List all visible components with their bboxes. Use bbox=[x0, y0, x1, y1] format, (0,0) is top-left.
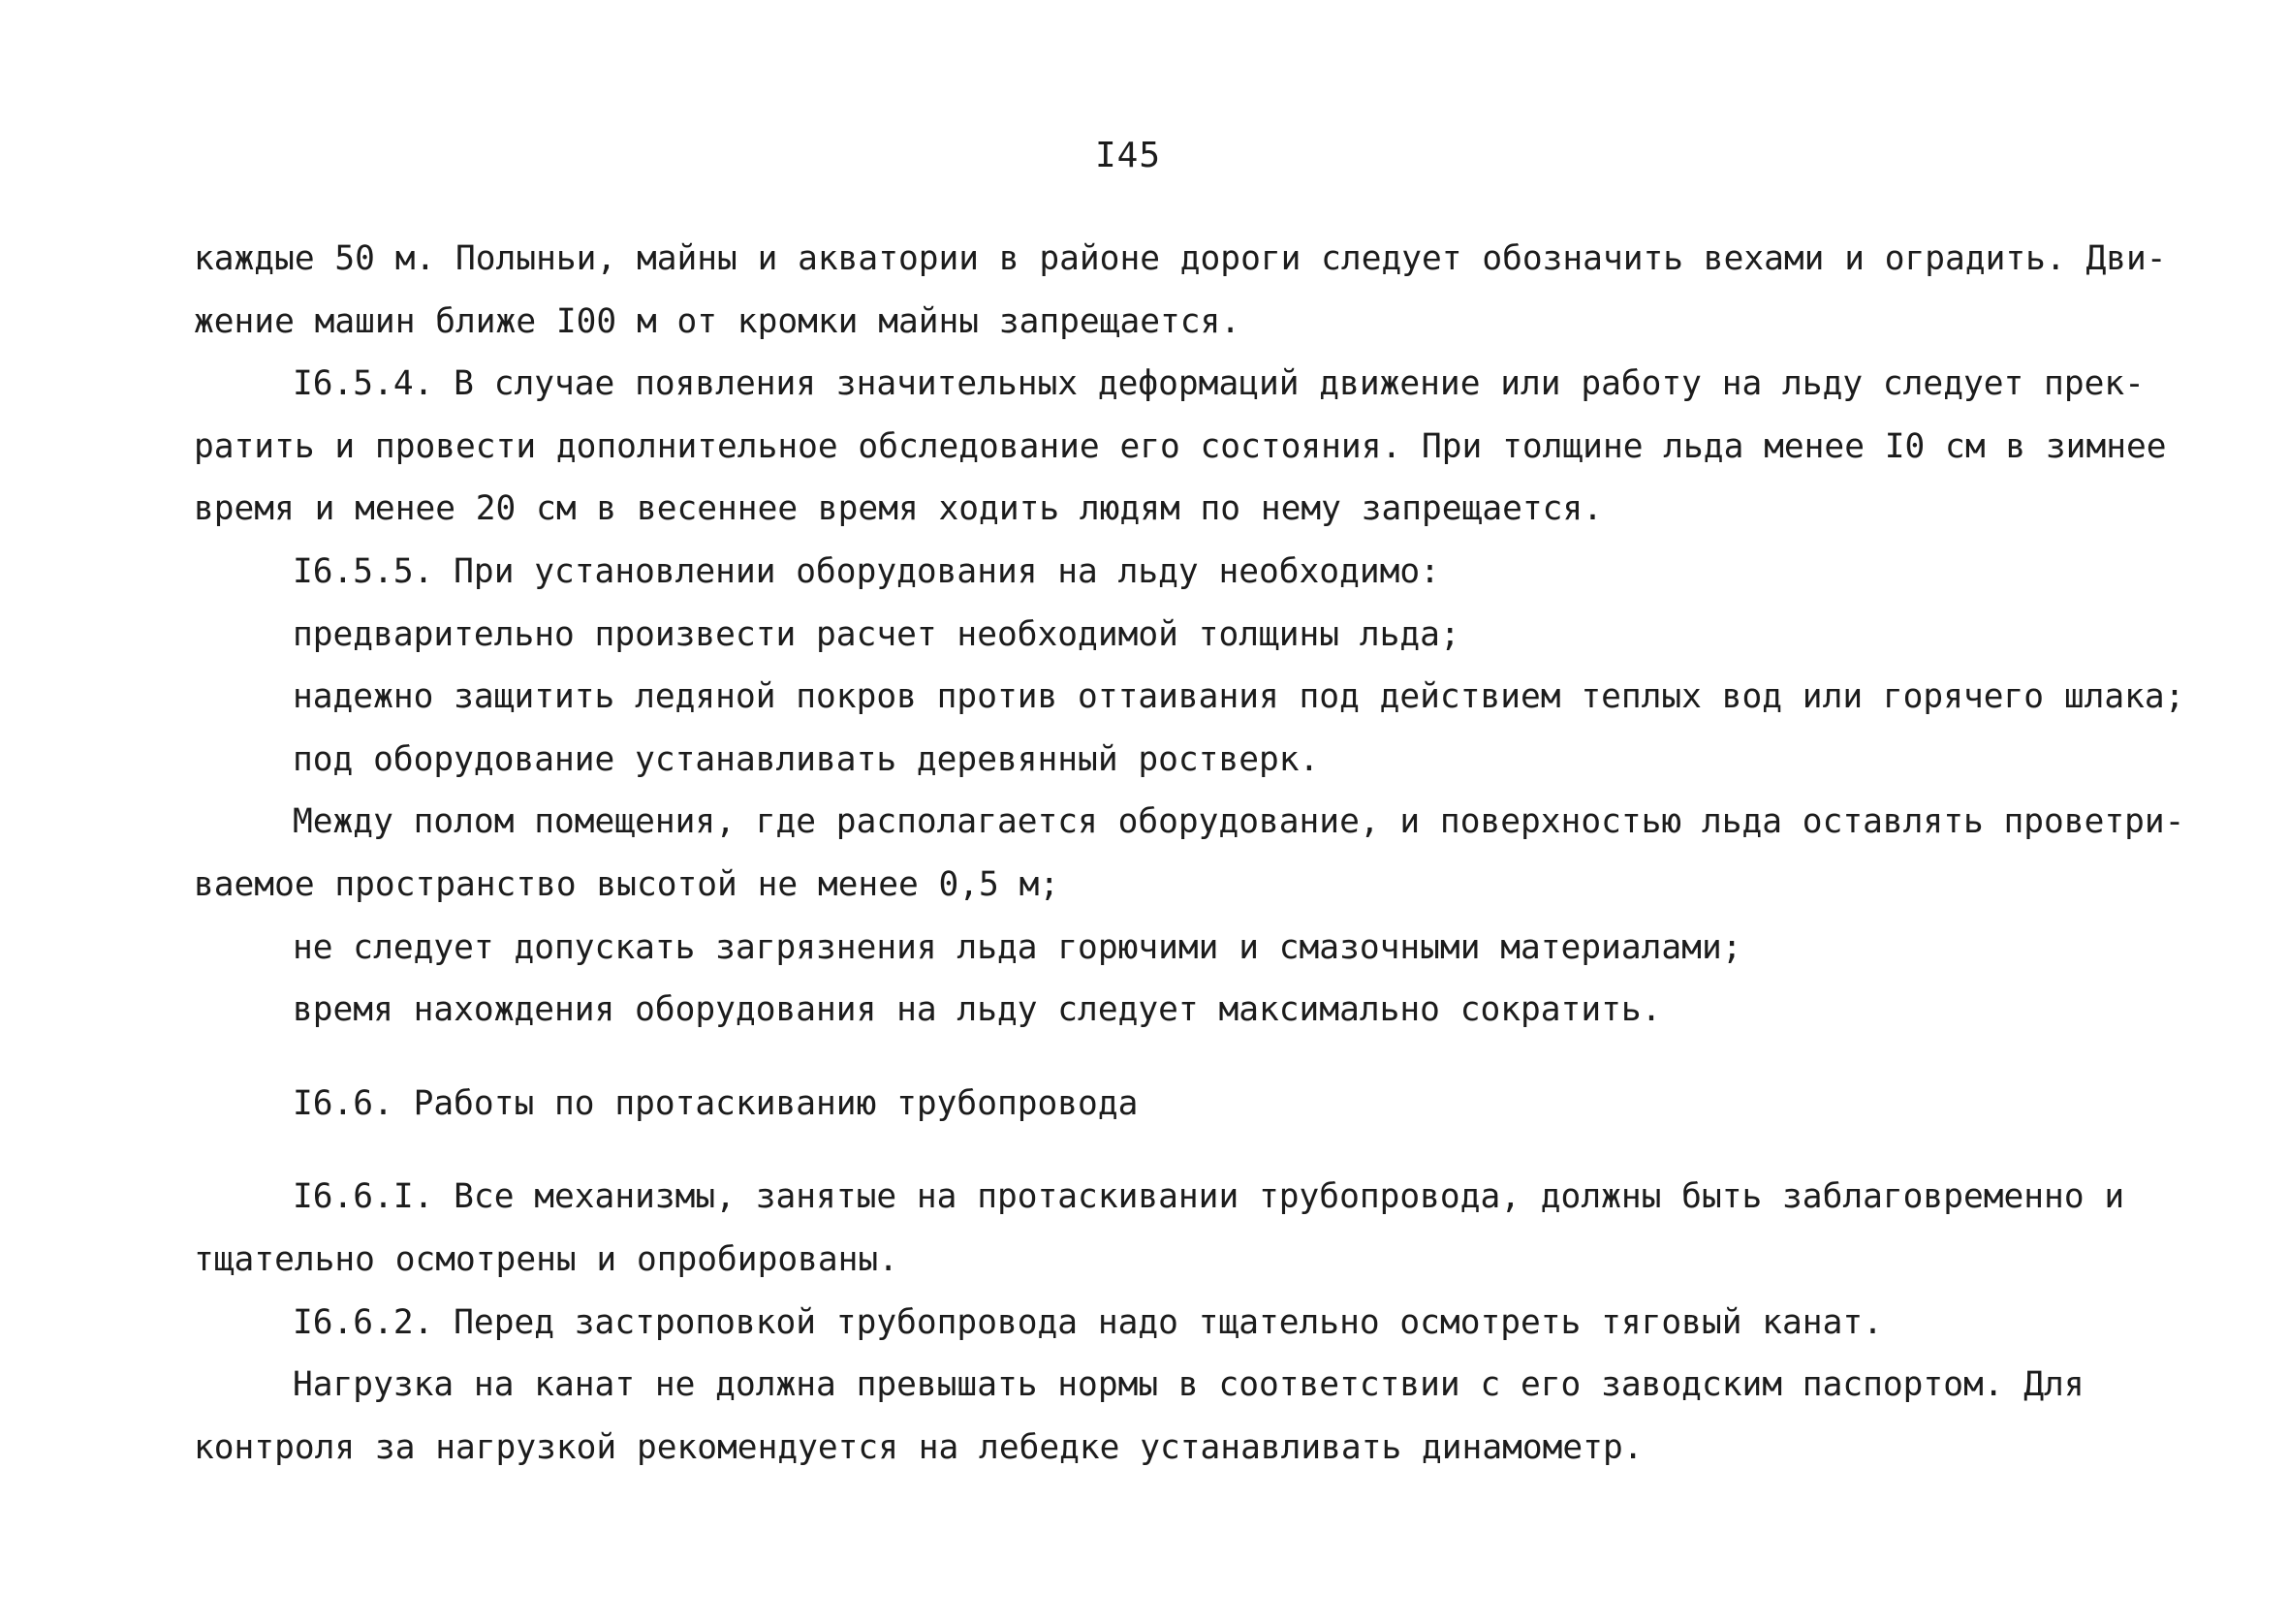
paragraph-16-6-2: I6.6.2. Перед застроповкой трубопровода надо тщательно осмотреть тяговый канат. bbox=[293, 1302, 1883, 1342]
list-item: предварительно произвести расчет необходимой толщины льда; bbox=[293, 614, 1460, 654]
text-line: контроля за нагрузкой рекомендуется на лебедке устанавливать динамометр. bbox=[194, 1427, 1644, 1467]
paragraph-16-5-4: I6.5.4. В случае появления значительных деформаций движение или работу на льду следует прек- bbox=[293, 364, 2145, 404]
text-line: время и менее 20 см в весеннее время ходить людям по нему запрещается. bbox=[194, 489, 1603, 529]
text-line: ратить и провести дополнительное обследование его состояния. При толщине льда менее I0 см в зимнее bbox=[194, 426, 2167, 466]
list-item: под оборудование устанавливать деревянный ростверк. bbox=[293, 739, 1320, 779]
paragraph-16-5-5: I6.5.5. При установлении оборудования на льду необходимо: bbox=[293, 551, 1440, 591]
list-item: Между полом помещения, где располагается оборудование, и поверхностью льда оставлять проветри- bbox=[293, 802, 2185, 842]
paragraph-16-6-1: I6.6.I. Все механизмы, занятые на протаскивании трубопровода, должны быть заблаговременно и bbox=[293, 1177, 2125, 1217]
text-line: Нагрузка на канат не должна превышать нормы в соответствии с его заводским паспортом. Для bbox=[293, 1365, 2085, 1405]
text-line: ваемое пространство высотой не менее 0,5 м; bbox=[194, 864, 1060, 904]
list-item: надежно защитить ледяной покров против оттаивания под действием теплых вод или горячего шлака; bbox=[293, 677, 2185, 717]
document-body bbox=[194, 228, 2185, 1479]
page-number: I45 bbox=[1095, 136, 1162, 175]
section-heading-16-6: I6.6. Работы по протаскиванию трубопровода bbox=[293, 1083, 1139, 1123]
text-line: каждые 50 м. Полыньи, майны и акватории в районе дороги следует обозначить вехами и оградить. Дви- bbox=[194, 239, 2167, 278]
text-line: жение машин ближе I00 м от кромки майны запрещается. bbox=[194, 301, 1241, 341]
list-item: не следует допускать загрязнения льда горючими и смазочными материалами; bbox=[293, 927, 1742, 967]
list-item: время нахождения оборудования на льду следует максимально сократить. bbox=[293, 990, 1662, 1030]
text-line: тщательно осмотрены и опробированы. bbox=[194, 1239, 898, 1279]
